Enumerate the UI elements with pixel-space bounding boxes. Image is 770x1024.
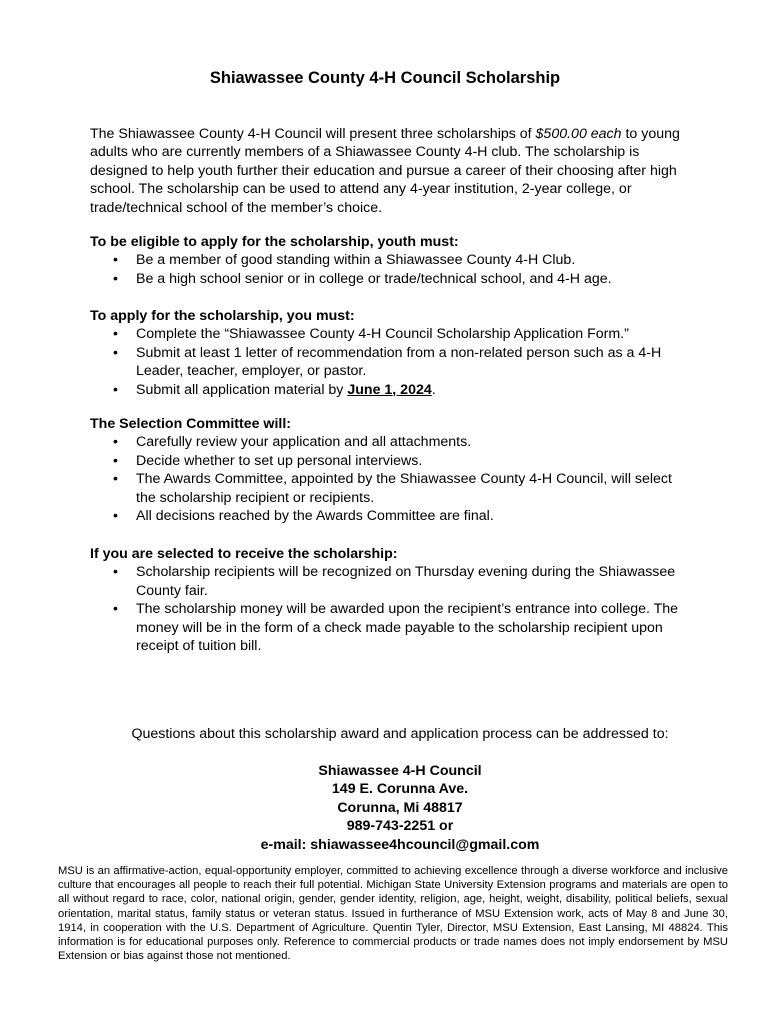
contact-email: e-mail: shiawassee4hcouncil@gmail.com — [260, 836, 540, 853]
disclaimer-text: MSU is an affirmative-action, equal-opportunity employer, committed to achieving excellence through a diverse workforce and inclusive culture that encourages all people to reach their full potential. Michigan State University Extension programs and materials are open to all without regard to race, color, national origin, gender, gender identity, religion, age, height, weight, disability, political beliefs, sexual orientation, marital status, family status or veteran status. Issued in furtherance of MSU Extension work, acts of May 8 and June 30, 1914, in cooperation with the U.S. Department of Agriculture. Quentin Tyler, Director, MSU Extension, East Lansing, MI 48824. This information is for educational purposes only. Reference to commercial products or trade names does not imply endorsement by MSU Extension or bias against those not mentioned. — [58, 865, 728, 963]
list-item-text: Be a member of good standing within a Shiawassee County 4-H Club. — [136, 252, 576, 269]
bullet-icon: • — [113, 601, 118, 618]
committee-heading: The Selection Committee will: — [90, 416, 292, 432]
contact-city: Corunna, Mi 48817 — [337, 799, 463, 816]
bullet-icon: • — [113, 344, 118, 361]
list-item — [113, 452, 690, 470]
deadline-date: June 1, 2024 — [347, 381, 432, 398]
list-item-text: Complete the “Shiawassee County 4-H Council Scholarship Application Form.” — [136, 326, 629, 343]
apply-section — [90, 307, 690, 399]
intro-text-start: The Shiawassee County 4-H Council will present three scholarships of — [90, 126, 536, 142]
list-item — [113, 270, 690, 288]
contact-phone: 989-743-2251 or — [346, 818, 454, 835]
intro-paragraph — [90, 125, 690, 217]
list-item — [113, 600, 690, 655]
deadline-prefix: Submit all application material by — [136, 381, 348, 398]
list-item-text: Scholarship recipients will be recognized on Thursday evening during the Shiawassee County fair. — [136, 564, 676, 599]
selected-section — [90, 545, 690, 655]
deadline-suffix: . — [431, 381, 436, 398]
bullet-icon: • — [113, 564, 118, 581]
list-item — [113, 433, 690, 451]
list-item-text: All decisions reached by the Awards Committee are final. — [136, 508, 494, 525]
list-item — [113, 381, 690, 399]
bullet-icon: • — [113, 508, 118, 525]
committee-section — [90, 415, 690, 525]
selected-list — [90, 563, 690, 655]
bullet-icon: • — [113, 326, 118, 343]
list-item-text: Be a high school senior or in college or trade/technical school, and 4-H age. — [136, 270, 612, 287]
eligibility-section — [90, 233, 690, 288]
intro-text-end: to young adults who are currently members of a Shiawassee County 4-H club. The scholarship is designed to help youth further their education and pursue a career of their choosing after high school. The scholarship can be used to attend any 4-year institution, 2-year college, or trade/technical school of the member’s choice. — [90, 126, 680, 216]
scholarship-amount: $500.00 each — [535, 126, 622, 142]
list-item-text: Submit at least 1 letter of recommendation from a non-related person such as a 4-H Leader, teacher, employer, or pastor. — [136, 344, 662, 380]
list-item-text: Decide whether to set up personal interviews. — [136, 452, 423, 469]
bullet-icon: • — [113, 434, 118, 451]
bullet-icon: • — [113, 252, 118, 269]
apply-list — [90, 325, 690, 399]
contact-block — [0, 762, 770, 854]
bullet-icon: • — [113, 270, 118, 287]
list-item — [113, 325, 690, 343]
list-item-text: The Awards Committee, appointed by the Shiawassee County 4-H Council, will select the scholarship recipient or recipients. — [136, 471, 672, 506]
bullet-icon: • — [113, 471, 118, 488]
bullet-icon: • — [113, 381, 118, 398]
contact-name: Shiawassee 4-H Council — [318, 763, 482, 779]
list-item-text: Carefully review your application and all attachments. — [136, 434, 472, 451]
list-item — [113, 507, 690, 525]
page-title: Shiawassee County 4-H Council Scholarship — [209, 69, 561, 87]
list-item — [113, 563, 690, 600]
bullet-icon: • — [113, 452, 118, 469]
questions-text: Questions about this scholarship award and application process can be addressed to: — [131, 726, 669, 742]
list-item — [113, 470, 690, 507]
committee-list — [90, 433, 690, 525]
apply-heading: To apply for the scholarship, you must: — [90, 308, 355, 324]
list-item — [113, 344, 690, 381]
eligibility-heading: To be eligible to apply for the scholarship, youth must: — [90, 234, 459, 250]
eligibility-list — [90, 251, 690, 288]
selected-heading: If you are selected to receive the scholarship: — [90, 546, 398, 562]
contact-street: 149 E. Corunna Ave. — [331, 781, 469, 798]
list-item-text: The scholarship money will be awarded upon the recipient’s entrance into college. The money will be in the form of a check made payable to the scholarship recipient upon receipt of tuition bill. — [136, 601, 679, 655]
list-item — [113, 251, 690, 269]
